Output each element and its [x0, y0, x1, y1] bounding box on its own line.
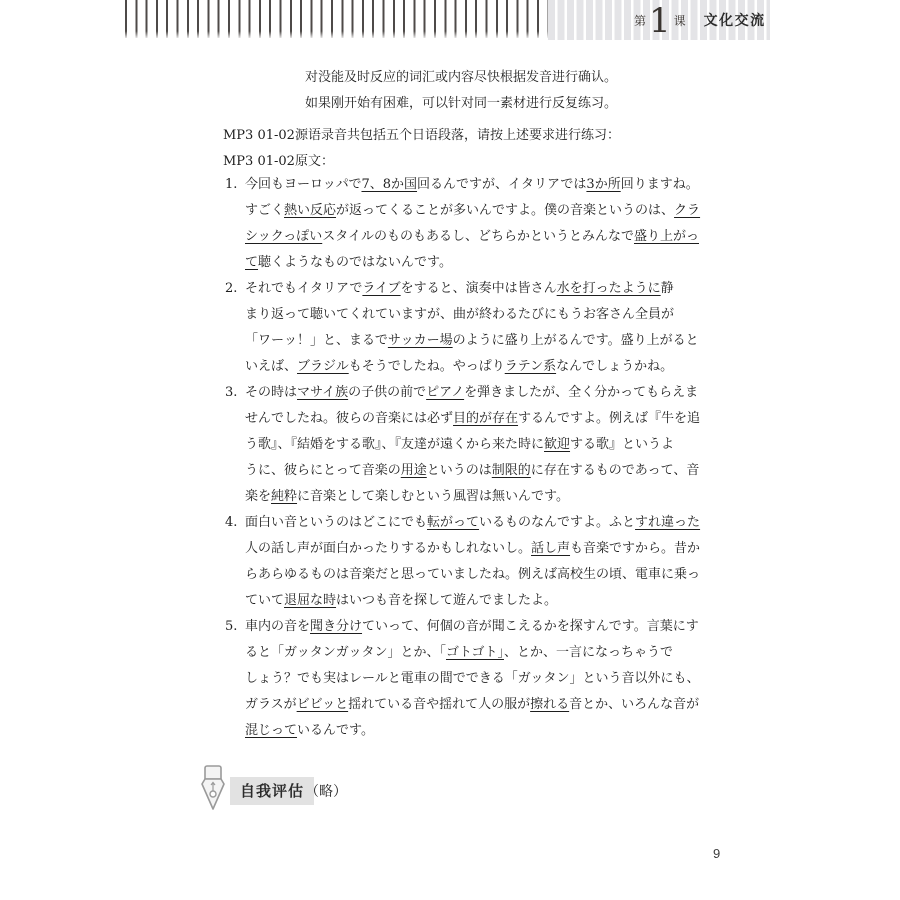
text-segment: 面白い音というのはどこにでも	[245, 515, 428, 530]
text-segment: ていて	[245, 593, 285, 608]
list-item	[225, 510, 700, 614]
text-segment: 楽を	[245, 489, 272, 504]
text-line	[245, 536, 700, 562]
self-assessment-note: （略）	[305, 784, 347, 800]
text-segment: のように盛り上がるんです。盛り上がると	[452, 333, 699, 348]
mp3-block	[223, 123, 620, 175]
pen-nib-icon	[198, 764, 228, 812]
text-line	[245, 718, 699, 744]
text-segment: 、とか、一言になっちゃうで	[503, 645, 673, 660]
text-line	[245, 198, 700, 224]
text-segment: ていって、何個の音が聞こえるかを探すんです。言葉にす	[362, 619, 699, 634]
text-line	[245, 562, 700, 588]
text-segment: ると「ガッタンガッタン」とか、「	[245, 645, 446, 660]
underlined-term: マサイ族	[297, 385, 349, 400]
lesson-title: 文化交流	[703, 12, 766, 28]
lesson-number: 1	[649, 1, 671, 41]
text-line	[245, 510, 700, 536]
text-segment: しょう？でも実はレールと電車の間でできる「ガッタン」という音以外にも、	[245, 671, 700, 686]
text-segment: らあらゆるものは音楽だと思っていましたね。例えば高校生の頃、電車に乗っ	[245, 567, 701, 582]
text-segment: というのは	[426, 463, 492, 478]
text-segment: なんでしょうかね。	[556, 359, 674, 374]
text-line	[245, 172, 700, 198]
underlined-term: 純粋	[271, 489, 298, 504]
underlined-term: て	[245, 255, 259, 270]
underlined-term: 退屈な時	[284, 593, 337, 608]
text-segment: うに、彼らにとって音楽の	[245, 463, 401, 478]
list-item	[225, 380, 700, 510]
item-lines	[245, 510, 700, 614]
text-segment: その時は	[245, 385, 298, 400]
text-segment: の子供の前で	[348, 385, 427, 400]
text-line	[245, 380, 700, 406]
text-segment: 聴くようなものではないんです。	[258, 255, 452, 270]
underlined-term: ラテン系	[504, 359, 557, 374]
underlined-term: ゴトゴト」	[445, 645, 504, 660]
text-line	[245, 328, 699, 354]
underlined-term: 目的が存在	[453, 411, 519, 426]
list-item	[225, 614, 700, 744]
text-segment: する歌』というよ	[570, 437, 675, 452]
text-line	[245, 692, 699, 718]
item-number: 5.	[225, 619, 238, 634]
text-line	[245, 250, 700, 276]
text-segment: いえば、	[245, 359, 298, 374]
underlined-term: ライブ	[362, 281, 401, 296]
item-lines	[245, 172, 700, 276]
lesson-header	[634, 0, 766, 40]
underlined-term: 話し声	[531, 541, 571, 556]
list-item	[225, 172, 700, 276]
underlined-term: 盛り上がっ	[633, 229, 699, 244]
text-segment: 回るんですが、イタリアでは	[417, 177, 587, 192]
text-segment: 揺れている音や揺れて人の服が	[348, 697, 531, 712]
text-segment: 今回もヨーロッパで	[245, 177, 362, 192]
paragraph-list	[225, 172, 700, 744]
item-number: 1.	[225, 177, 238, 192]
text-segment: それでもイタリアで	[245, 281, 363, 296]
underlined-term: シックっぽい	[245, 229, 323, 244]
lesson-suffix: 课	[673, 13, 686, 28]
text-segment: 車内の音を	[245, 619, 311, 634]
text-line	[245, 588, 700, 614]
underlined-term: 制限的	[491, 463, 531, 478]
instruction-line: 如果刚开始有困难，可以针对同一素材进行反复练习。	[305, 96, 618, 111]
underlined-term: 聞き分け	[310, 619, 363, 634]
underlined-term: ピアノ	[426, 385, 465, 400]
underlined-term: 擦れる	[530, 697, 570, 712]
text-segment: いるんです。	[297, 723, 374, 738]
underlined-term: 7、8か国	[361, 177, 418, 192]
underlined-term: 3か所	[586, 177, 621, 192]
text-line	[245, 458, 700, 484]
text-segment: まり返って聴いてくれていますが、曲が終わるたびにもうお客さん全員が	[245, 307, 675, 322]
text-segment: はいつも音を探して遊んでましたよ。	[336, 593, 558, 608]
text-segment: 「ワーッ！」と、まるで	[245, 333, 388, 348]
underlined-term: ビビッと	[296, 697, 349, 712]
text-segment: 人の話し声が面白かったりするかもしれないし。	[245, 541, 532, 556]
page-number: 9	[713, 846, 721, 861]
item-lines	[245, 380, 700, 510]
header-stripes-dark	[125, 0, 548, 38]
text-line	[245, 406, 700, 432]
underlined-term: 歓迎	[544, 437, 571, 452]
item-number: 2.	[225, 281, 238, 296]
text-segment: するんですよ。例えば『牛を追	[518, 411, 701, 426]
item-number: 4.	[225, 515, 238, 530]
text-segment: を弾きましたが、全く分かってもらえま	[464, 385, 699, 400]
instruction-block	[305, 65, 617, 117]
text-segment: ガラスが	[245, 697, 297, 712]
mp3-line: MP3 01-02原文：	[223, 154, 334, 169]
text-line	[245, 484, 700, 510]
item-lines	[245, 276, 699, 380]
self-assessment-label: 自我评估	[230, 777, 314, 805]
underlined-term: 混じって	[245, 723, 298, 738]
text-line	[245, 276, 699, 302]
instruction-line: 对没能及时反应的词汇或内容尽快根据发音进行确认。	[305, 70, 618, 85]
underlined-term: 転がって	[427, 515, 480, 530]
text-line	[245, 640, 699, 666]
text-segment: に音楽として楽しむという風習は無いんです。	[297, 489, 569, 504]
text-line	[245, 666, 699, 692]
text-segment: をすると、演奏中は皆さん	[400, 281, 557, 296]
text-segment: いるものなんですよ。ふと	[479, 515, 636, 530]
text-segment: に存在するものであって、音	[530, 463, 700, 478]
text-segment: 静	[660, 281, 674, 296]
underlined-term: 熱い反応	[284, 203, 337, 218]
text-segment: 回りますね。	[620, 177, 699, 192]
text-segment: すごく	[245, 203, 285, 218]
text-segment: 音とか、いろんな音が	[569, 697, 700, 712]
list-item	[225, 276, 700, 380]
text-segment: もそうでしたね。やっぱり	[348, 359, 505, 374]
text-line	[245, 354, 699, 380]
text-segment: が返ってくることが多いんですよ。僕の音楽というのは、	[336, 203, 675, 218]
text-segment: も音楽ですから。昔か	[570, 541, 701, 556]
item-number: 3.	[225, 385, 238, 400]
text-line	[245, 432, 700, 458]
underlined-term: クラ	[674, 203, 701, 218]
text-segment: う歌』、『結婚をする歌』、『友達が遠くから来た時に	[245, 437, 545, 452]
text-segment: せんでしたね。彼らの音楽には必ず	[245, 411, 454, 426]
underlined-term: すれ違った	[635, 515, 701, 530]
text-line	[245, 302, 699, 328]
underlined-term: 水を打ったように	[556, 281, 661, 296]
text-segment: スタイルのものもあるし、どちらかというとみんなで	[322, 229, 634, 244]
text-line	[245, 224, 700, 250]
text-line	[245, 614, 699, 640]
item-lines	[245, 614, 699, 744]
underlined-term: 用途	[400, 463, 427, 478]
underlined-term: サッカー場	[387, 333, 453, 348]
lesson-prefix: 第	[634, 13, 647, 28]
underlined-term: ブラジル	[297, 359, 349, 374]
mp3-line: MP3 01-02源语录音共包括五个日语段落，请按上述要求进行练习：	[223, 128, 620, 143]
